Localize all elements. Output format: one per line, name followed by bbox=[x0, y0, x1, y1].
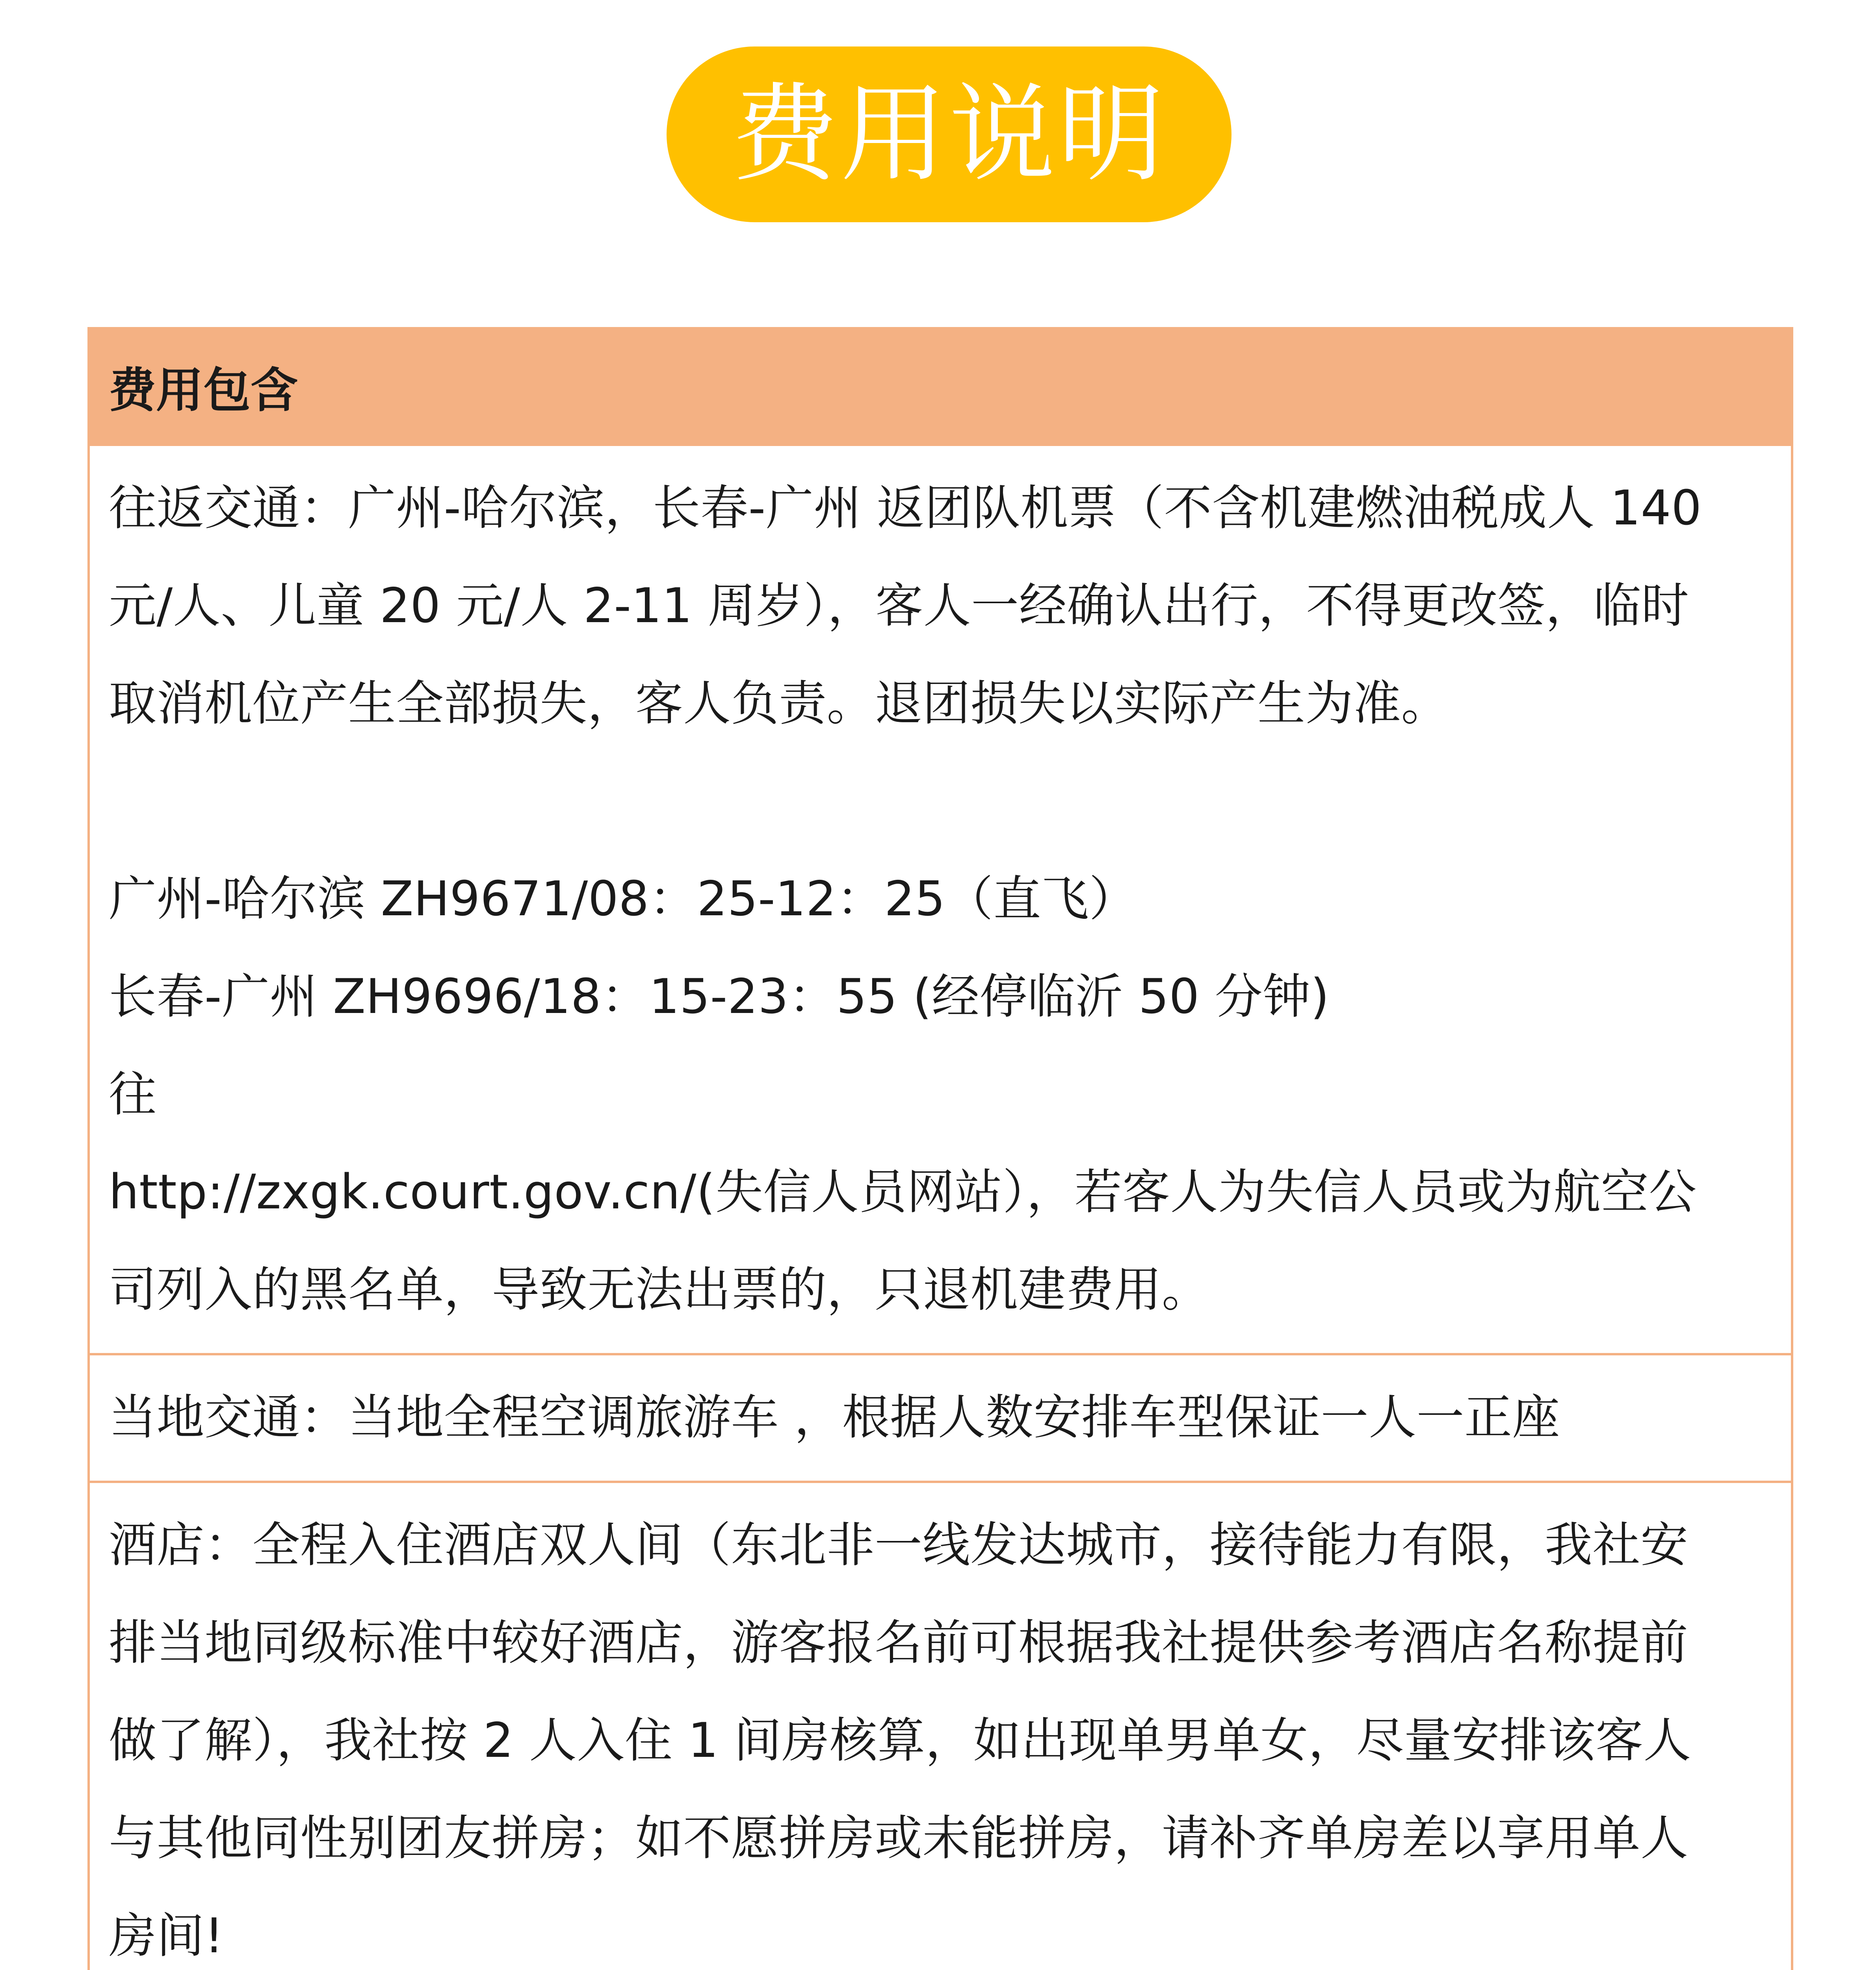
title-badge bbox=[667, 46, 1231, 222]
local-transport-cell bbox=[90, 1353, 1791, 1481]
fee-table bbox=[87, 327, 1793, 1970]
flight-outbound-line: 广州-哈尔滨 ZH9671/08：25-12：25（直飞） bbox=[109, 871, 1137, 927]
local-transport-line: 当地交通：当地全程空调旅游车 ，根据人数安排车型保证一人一正座 bbox=[109, 1390, 1560, 1445]
hotel-line: 与其他同性别团友拼房；如不愿拼房或未能拼房，请补齐单房差以享用单人 bbox=[109, 1810, 1688, 1866]
page-title: 费用说明 bbox=[732, 72, 1166, 196]
transport-line: 元/人、儿童 20 元/人 2-11 周岁），客人一经确认出行，不得更改签，临时 bbox=[109, 578, 1689, 634]
flight-return-line: 长春-广州 ZH9696/18：15-23：55 (经停临沂 50 分钟) bbox=[109, 969, 1330, 1024]
section-header-row bbox=[90, 329, 1791, 444]
hotel-line: 酒店：全程入住酒店双人间（东北非一线发达城市，接待能力有限，我社安 bbox=[109, 1517, 1688, 1573]
transport-line: 往返交通：广州-哈尔滨，长春-广州 返团队机票（不含机建燃油税成人 140 bbox=[109, 480, 1702, 536]
section-header: 费用包含 bbox=[109, 363, 298, 418]
hotel-line: 做了解），我社按 2 人入住 1 间房核算，如出现单男单女，尽量安排该客人 bbox=[109, 1713, 1691, 1768]
credit-website-line: http://zxgk.court.gov.cn/(失信人员网站），若客人为失信人员或为航空公 bbox=[109, 1164, 1697, 1220]
transport-line: 取消机位产生全部损失，客人负责。退团损失以实际产生为准。 bbox=[109, 676, 1449, 731]
hotel-line: 排当地同级标准中较好酒店，游客报名前可根据我社提供参考酒店名称提前 bbox=[109, 1615, 1688, 1671]
transport-blank-line bbox=[109, 753, 1772, 850]
transport-cell bbox=[90, 444, 1791, 1353]
transport-line: 司列入的黑名单，导致无法出票的，只退机建费用。 bbox=[109, 1262, 1210, 1318]
transport-line: 往 bbox=[109, 1067, 157, 1122]
hotel-line: 房间! bbox=[109, 1908, 224, 1964]
hotel-cell bbox=[90, 1481, 1791, 1970]
